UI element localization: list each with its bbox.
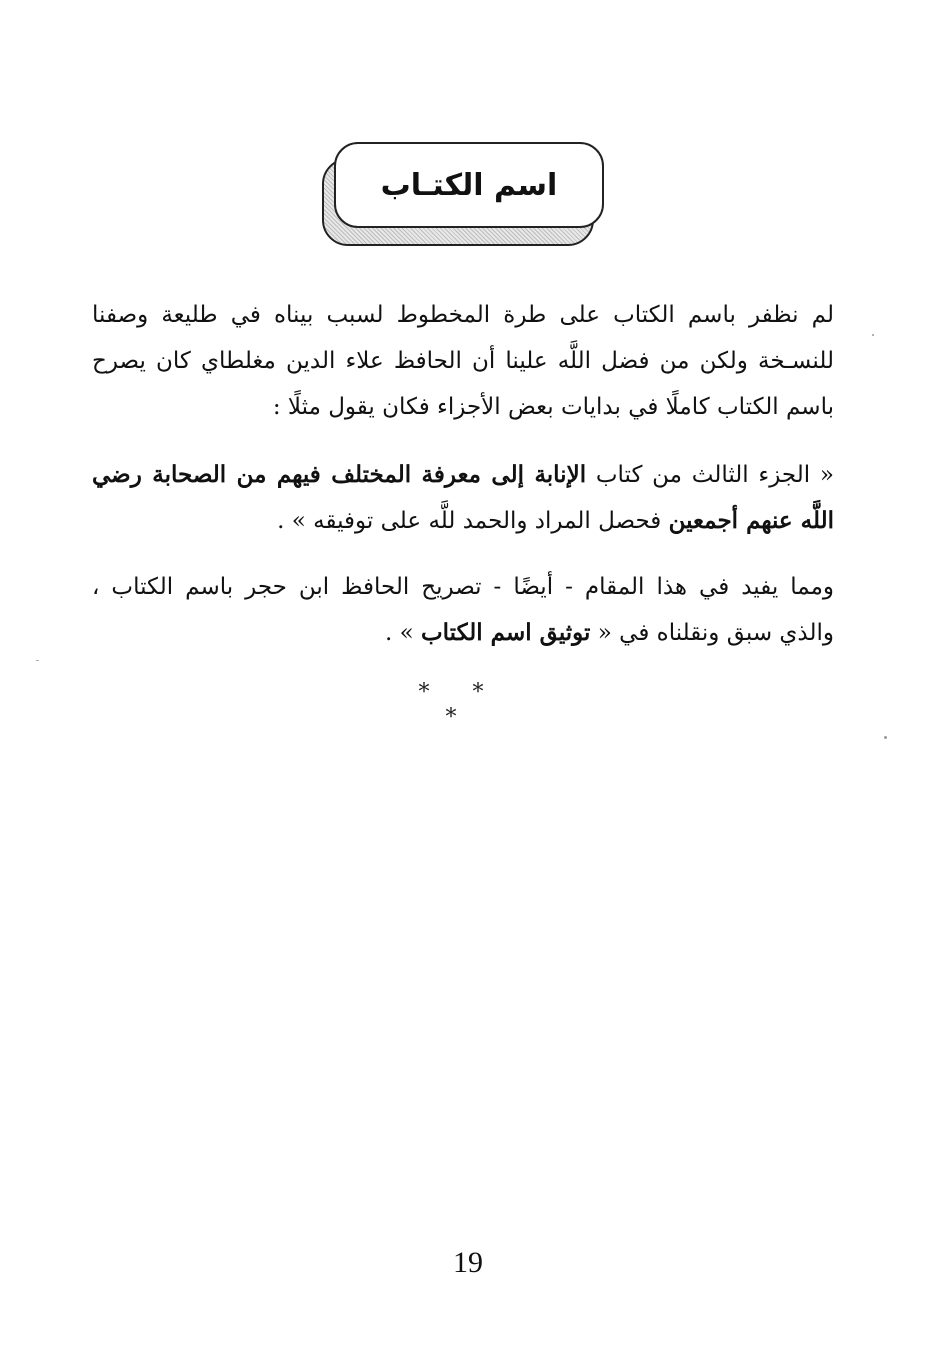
- scan-speck: [36, 660, 39, 661]
- reference-text: والذي سبق ونقلناه في «: [590, 620, 834, 646]
- section-separator: * * *: [418, 680, 502, 730]
- scan-speck: [872, 334, 874, 336]
- quote-text: « الجزء الثالث من كتاب: [586, 462, 835, 488]
- book-title-bold: الإنابة إلى معرفة المختلف فيهم من الصحابة رضي: [92, 461, 587, 488]
- paragraph-line: للنسـخة ولكن من فضل اللَّه علينا أن الحافظ علاء الدين مغلطاي كان يصرح: [92, 348, 834, 374]
- paragraph-quote: [92, 452, 834, 544]
- title-box: [334, 142, 604, 228]
- scan-speck: [884, 736, 887, 739]
- quote-text: فحصل المراد والحمد للَّه على توفيقه » .: [277, 508, 669, 534]
- title-frame: [322, 142, 604, 242]
- paragraph-line: [92, 610, 834, 656]
- paragraph-line: باسم الكتاب كاملًا في بدايات بعض الأجزاء فكان يقول مثلًا :: [272, 394, 834, 420]
- section-reference-bold: توثيق اسم الكتاب: [420, 619, 591, 646]
- page-number: 19: [453, 1246, 483, 1279]
- paragraph-reference: [92, 564, 834, 656]
- quote-line: [92, 452, 834, 498]
- paragraph-intro: [92, 292, 834, 430]
- page-title: اسم الكتـاب: [380, 167, 558, 203]
- book-title-bold: اللَّه عنهم أجمعين: [668, 507, 834, 534]
- paragraph-line: ومما يفيد في هذا المقام - أيضًا - تصريح الحافظ ابن حجر باسم الكتاب ،: [92, 574, 834, 600]
- quote-line: [92, 498, 834, 544]
- reference-text-end: » .: [384, 620, 421, 646]
- paragraph-line: لم نظفر باسم الكتاب على طرة المخطوط لسبب بيناه في طليعة وصفنا: [92, 302, 834, 328]
